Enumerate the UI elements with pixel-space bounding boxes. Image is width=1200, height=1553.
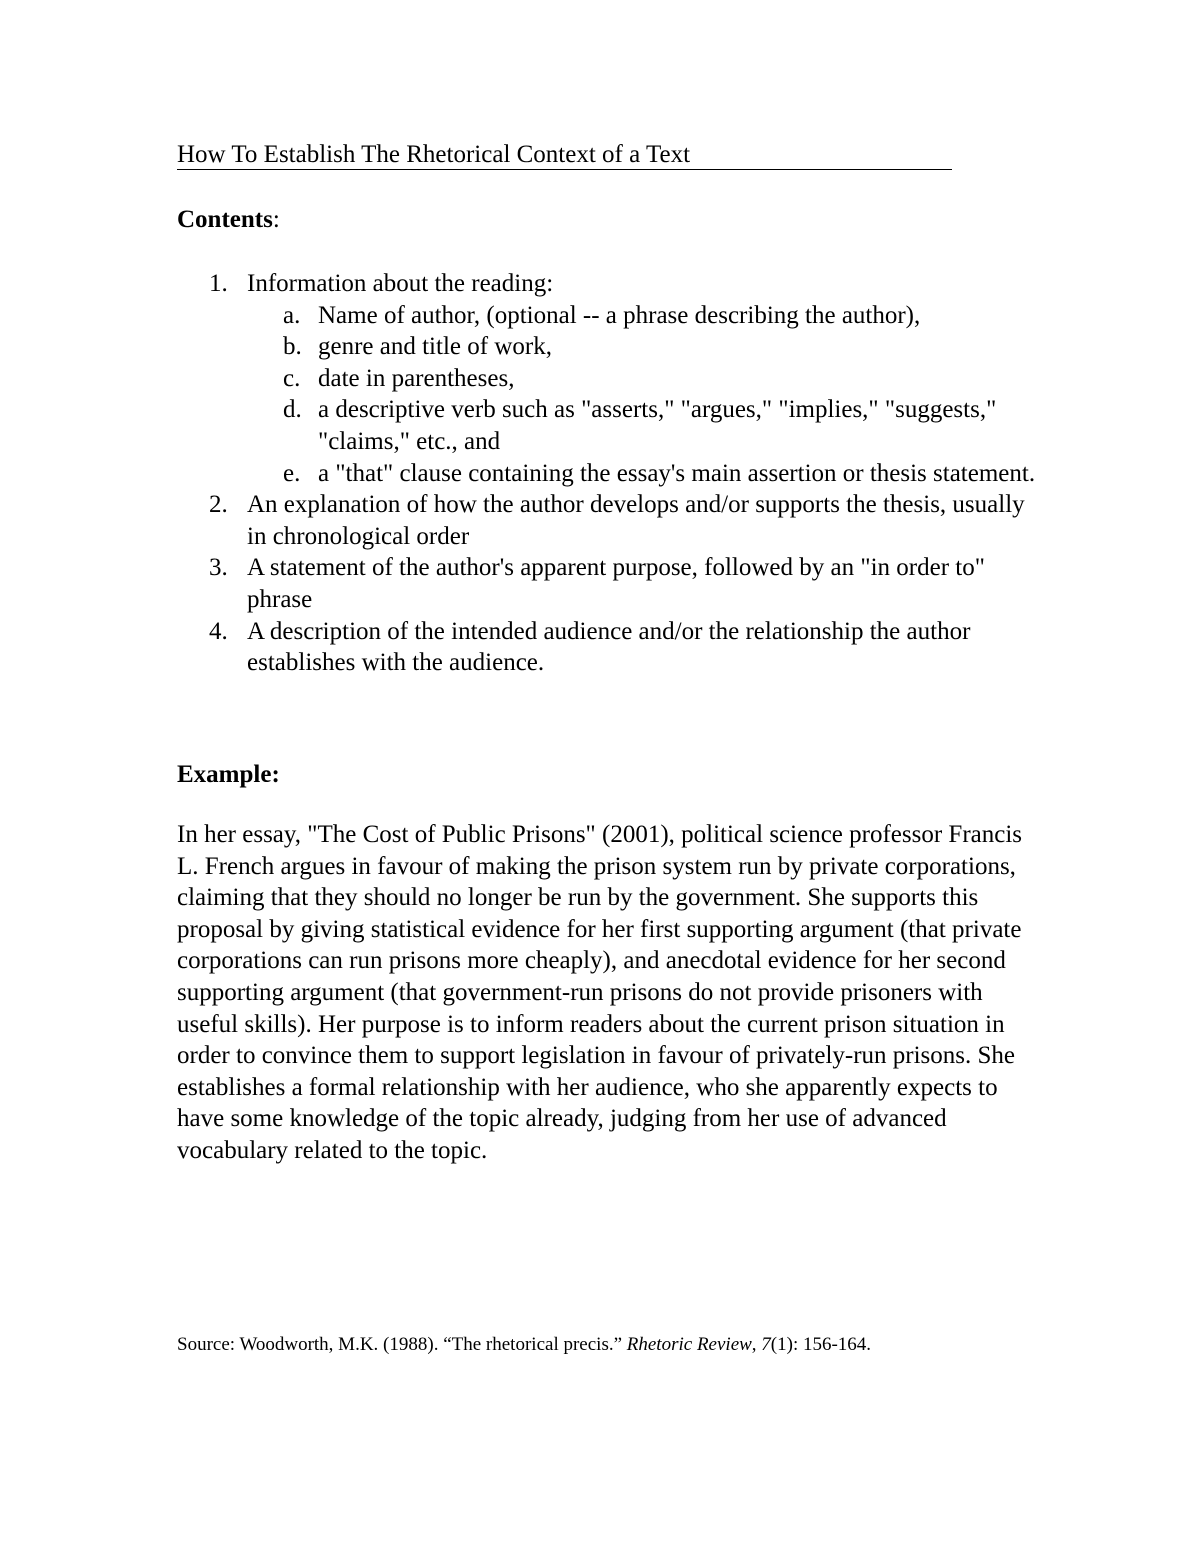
- contents-heading: Contents:: [177, 206, 280, 233]
- list-item: [177, 616, 1037, 679]
- list-item-text: An explanation of how the author develops and/or supports the thesis, usually in chronological order: [247, 491, 1025, 550]
- sub-list-item: [247, 458, 1037, 490]
- example-paragraph: In her essay, "The Cost of Public Prisons" (2001), political science professor Francis L. French argues in favour of making the prison system run by private corporations, claiming that they should no longer be run by the government. She supports this proposal by giving statistical evidence for her first supporting argument (that private corporations can run prisons more cheaply), and anecdotal evidence for her second supporting argument (that government-run prisons do not provide prisoners with useful skills). Her purpose is to inform readers about the current prison situation in order to convince them to support legislation in favour of privately-run prisons. She establishes a formal relationship with her audience, who she apparently expects to have some knowledge of the topic already, judging from her use of advanced vocabulary related to the topic.: [177, 821, 1023, 1164]
- sub-list-letter: d.: [283, 396, 302, 424]
- sub-list-item: [247, 394, 1037, 457]
- list-number: 2.: [209, 491, 228, 519]
- sub-list-letter: e.: [283, 459, 301, 487]
- list-number: 4.: [209, 617, 228, 645]
- sub-list-letter: b.: [283, 333, 302, 361]
- list-item-text: A statement of the author's apparent purpose, followed by an "in order to" phrase: [247, 554, 985, 613]
- document-title: How To Establish The Rhetorical Context of a Text: [177, 142, 952, 170]
- list-number: 1.: [209, 270, 228, 297]
- journal-volume: 7: [761, 1334, 771, 1355]
- sub-list-item-text: a descriptive verb such as "asserts," "argues," "implies," "suggests," "claims," etc., and: [318, 396, 997, 455]
- sub-list-item-text: date in parentheses,: [318, 364, 515, 392]
- list-item-text: Information about the reading:: [247, 270, 554, 297]
- sub-list-letter: a.: [283, 301, 301, 329]
- sub-list-letter: c.: [283, 364, 301, 392]
- journal-name: Rhetoric Review: [626, 1334, 752, 1355]
- sub-list-item: [247, 300, 1037, 332]
- example-heading: Example:: [177, 761, 280, 788]
- list-number: 3.: [209, 554, 228, 582]
- list-item: [177, 268, 1037, 489]
- list-item: [177, 489, 1037, 552]
- sub-list-item-text: genre and title of work,: [318, 333, 552, 361]
- sub-list-item: [247, 331, 1037, 363]
- sub-list-item: [247, 363, 1037, 395]
- source-citation: Source: Woodworth, M.K. (1988). “The rhetorical precis.” Rhetoric Review, 7(1): 156-164.: [177, 1334, 872, 1355]
- contents-list: [177, 268, 1037, 679]
- sub-list: [247, 300, 1037, 490]
- sub-list-item-text: Name of author, (optional -- a phrase describing the author),: [318, 301, 921, 329]
- list-item: [177, 552, 1037, 615]
- sub-list-item-text: a "that" clause containing the essay's main assertion or thesis statement.: [318, 459, 1036, 487]
- list-item-text: A description of the intended audience and/or the relationship the author establishes with the audience.: [247, 617, 971, 677]
